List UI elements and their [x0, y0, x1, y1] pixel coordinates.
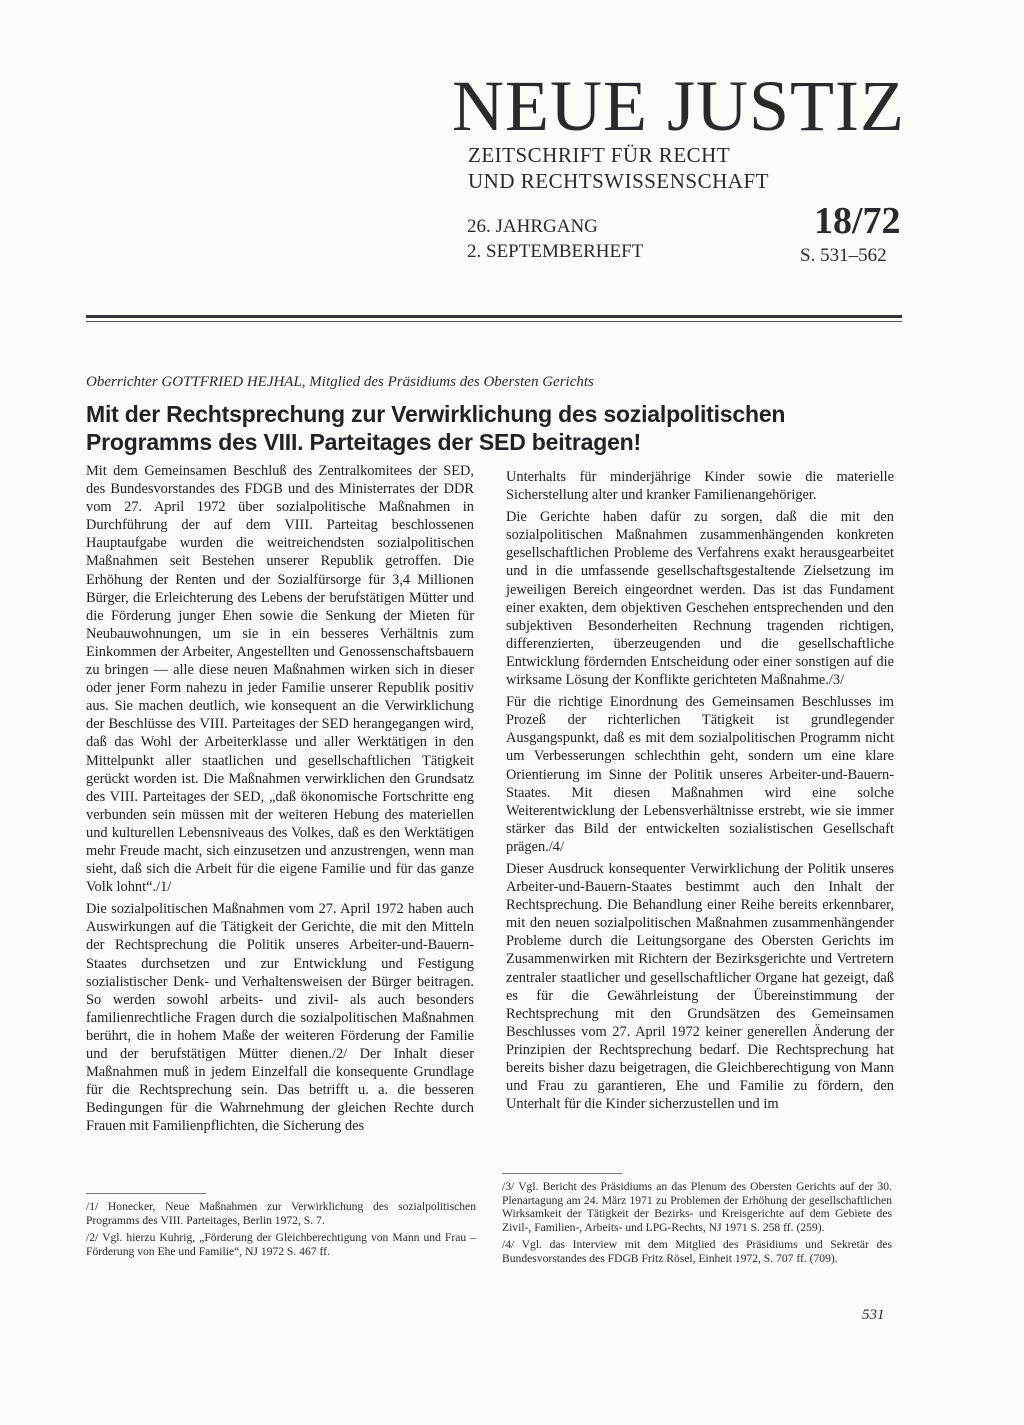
journal-title: NEUE JUSTIZ — [452, 66, 905, 146]
footnote-rule-left — [86, 1193, 206, 1194]
left-column — [86, 462, 474, 1139]
header-rule — [86, 315, 902, 318]
volume: 26. JAHRGANG — [467, 216, 598, 237]
paragraph: Unterhalts für minderjährige Kinder sowie die materielle Sicherstellung alter und kranker Familienangehöriger. — [506, 469, 894, 504]
footnote-4: /4/ Vgl. das Interview mit dem Mitglied des Präsidiums und Sekretär des Bundesvorstandes des FDGB Fritz Rösel, Einheit 1972, S. 707 ff. (709). — [502, 1238, 892, 1265]
right-column — [506, 468, 894, 1117]
footnote-1: /1/ Honecker, Neue Maßnahmen zur Verwirklichung des sozialpolitischen Programms des VIII. Parteitages, Berlin 1972, S. 7. — [86, 1200, 476, 1227]
paragraph: Für die richtige Einordnung des Gemeinsamen Beschlusses im Prozeß der richterlichen Tätigkeit ist grundlegender Ausgangspunkt, daß es mit dem sozialpolitischen Programm nicht um Verbesserungen schlechthin geht, sondern um eine klare Orientierung im Sinne der Politik unseres Arbeiter-und-Bauern-Staates. Mit diesen Maßnahmen wird eine solche Weiterentwicklung der Lebensverhältnisse erstrebt, wie sie immer stärker das Bild der entwickelten sozialistischen Gesellschaft prägen./4/ — [506, 694, 894, 855]
paragraph: Mit dem Gemeinsamen Beschluß des Zentralkomitees der SED, des Bundesvorstandes des FDGB und des Ministerrates der DDR vom 27. April 1972 über sozialpolitische Maßnahmen in Durchführung der auf dem VIII. Parteitag beschlossenen Hauptaufgabe wurden die weitreichendsten sozialpolitischen Maßnahmen seit Bestehen unserer Republik getroffen. Die Erhöhung der Renten und der Sozialfürsorge für 3,4 Millionen Bürger, die Erleichterung des Lebens der berufstätigen Mütter und die Förderung junger Ehen sowie die Senkung der Mieten für Neubauwohnungen, um sie in ein besseres Verhältnis zum Einkommen der Arbeiter, Angestellten und Genossenschaftsbauern zu bringen — alle diese neuen Maßnahmen wirken sich in dieser oder jener Form nahezu in jeder Familie unserer Republik positiv aus. Sie machen deutlich, wie konsequent an die Verwirklichung der Beschlüsse des VIII. Parteitages der SED herangegangen wird, daß das Wohl der Arbeiterklasse und aller Werktätigen in den Mittelpunkt aller staatlichen und gesellschaftlichen Tätigkeit gerückt worden ist. Die Maßnahmen verwirklichen den Grundsatz des VIII. Parteitages der SED, „daß ökonomische Fortschritte eng verbunden sein müssen mit der weiteren Hebung des materiellen und kulturellen Lebensniveaus des Volkes, daß es den Werktätigen mehr Freude macht, sich einzusetzen und anzustrengen, wenn man sieht, daß sich die Arbeit für die eigene Familie und für das ganze Volk lohnt“./1/ — [86, 463, 474, 896]
footnotes-right — [502, 1180, 892, 1270]
footnote-3: /3/ Vgl. Bericht des Präsidiums an das Plenum des Obersten Gerichts auf der 30. Plenartagung am 24. März 1971 zu Problemen der Erhöhung der gesellschaftlichen Wirksamkeit der Tätigkeit der Bezirks- und Kreisgerichte auf dem Gebiete des Zivil-, Familien-, Arbeits- und LPG-Rechts, NJ 1971 S. 258 ff. (259). — [502, 1180, 892, 1234]
issue-number: 18/72 — [814, 200, 901, 242]
footnote-2: /2/ Vgl. hierzu Kuhrig, „Förderung der Gleichberechtigung von Mann und Frau – Förderung von Ehe und Familie“, NJ 1972 S. 467 ff. — [86, 1231, 476, 1258]
page-number: 531 — [862, 1307, 885, 1323]
journal-subtitle-line-2: UND RECHTSWISSENSCHAFT — [468, 169, 769, 193]
journal-subtitle — [468, 142, 769, 194]
author-line: Oberrichter GOTTFRIED HEJHAL, Mitglied des Präsidiums des Obersten Gerichts — [86, 374, 594, 390]
paragraph: Die Gerichte haben dafür zu sorgen, daß die mit den sozialpolitischen Maßnahmen zusammenhängenden konkreten gesellschaftlichen Probleme des Verfahrens exakt herausgearbeitet und in die umfassende gesellschaftsgestaltende Zielsetzung im jeweiligen Bereich eingeordnet werden. Das ist das Fundament einer exakten, dem objektiven Geschehen entsprechenden und den subjektiven Besonderheiten Rechnung tragenden richtigen, differenzierten, überzeugenden und die gesellschaftliche Entwicklung fördernden Entscheidung oder einer sonstigen auf die wirksame Lösung der Konflikte gerichteten Maßnahme./3/ — [506, 509, 894, 689]
footnote-rule-right — [502, 1173, 622, 1174]
issue-pages: S. 531–562 — [800, 245, 887, 266]
footnotes-left — [86, 1200, 476, 1262]
issue-info — [467, 214, 643, 264]
article-title: Mit der Rechtsprechung zur Verwirklichung des sozialpolitischen Programms des VIII. Parteitages der SED beitragen! — [86, 401, 786, 455]
header-rule-thin — [86, 321, 902, 322]
issue-name: 2. SEPTEMBERHEFT — [467, 241, 644, 262]
paragraph: Die sozialpolitischen Maßnahmen vom 27. April 1972 haben auch Auswirkungen auf die Tätigkeit der Gerichte, die mit den Mitteln der Rechtsprechung die Politik unseres Arbeiter-und-Bauern-Staates durchsetzen und zur Entwicklung und Festigung sozialistischer Denk- und Verhaltensweisen der Bürger beitragen. So werden sowohl arbeits- und zivil- als auch besonders familienrechtliche Fragen durch die sozialpolitischen Maßnahmen berührt, die in hohem Maße der weiteren Förderung der Familie und der berufstätigen Mütter dienen./2/ Der Inhalt dieser Maßnahmen muß in jedem Einzelfall die konsequente Grundlage für die Rechtsprechung sein. Das betrifft u. a. die besseren Bedingungen für die Wahrnehmung der gleichen Rechte durch Frauen mit Familienpflichten, die Sicherung des — [86, 901, 474, 1135]
paragraph: Dieser Ausdruck konsequenter Verwirklichung der Politik unseres Arbeiter-und-Bauern-Staates bestimmt auch den Inhalt der Rechtsprechung. Die Behandlung einer Reihe bereits erkennbarer, mit den neuen sozialpolitischen Maßnahmen zusammenhängender Probleme durch die Leitungsorgane des Obersten Gerichts im Zusammenwirken mit Richtern der Bezirksgerichte und Vertretern zentraler staatlicher und gesellschaftlicher Organe hat gezeigt, daß es für die Gewährleistung der Übereinstimmung der Rechtsprechung mit den Grundsätzen des Gemeinsamen Beschlusses vom 27. April 1972 keiner generellen Änderung der Prinzipien der Rechtsprechung bedarf. Die Rechtsprechung hat bereits bisher dazu beigetragen, die Gleichberechtigung von Mann und Frau zu garantieren, Ehe und Familie zu fördern, den Unterhalt für die Kinder sicherzustellen und im — [506, 860, 894, 1113]
journal-subtitle-line-1: ZEITSCHRIFT FÜR RECHT — [468, 143, 731, 167]
